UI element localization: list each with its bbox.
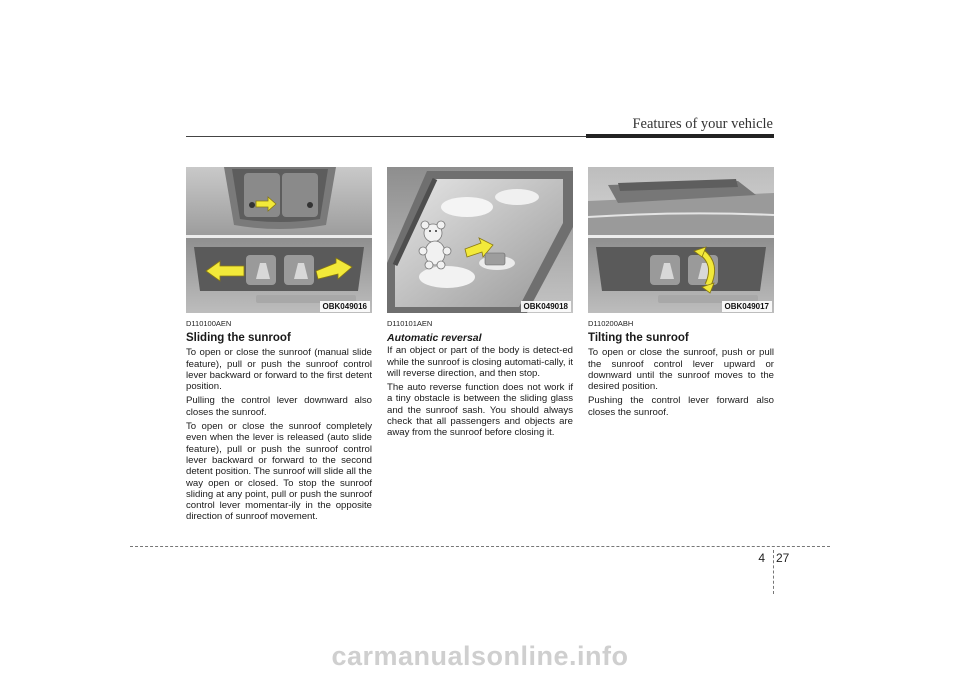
section-tilting-sunroof — [588, 318, 774, 421]
chapter-number: 4 — [758, 551, 765, 565]
paragraph: To open or close the sunroof (manual slide feature), pull or push the sunroof control lever backward or forward to the first detent position. — [186, 347, 372, 393]
paragraph: If an object or part of the body is detect-ed while the sunroof is closing automati-cally, it will reverse direction, and then stop. — [387, 345, 573, 379]
header-rule — [186, 136, 586, 137]
header-title: Features of your vehicle — [632, 116, 773, 132]
figure-automatic-reversal — [387, 167, 573, 313]
page-number: 27 — [776, 551, 790, 565]
figure-code: OBK049018 — [521, 301, 571, 312]
figure-code: OBK049016 — [320, 301, 370, 312]
watermark: carmanualsonline.info — [331, 641, 629, 671]
section-sliding-sunroof — [186, 318, 372, 526]
paragraph: To open or close the sunroof, push or pull the sunroof control lever upward or downward until the sunroof moves to the desired position. — [588, 347, 774, 393]
section-subheading: Automatic reversal — [387, 332, 482, 345]
doc-code: D110100AEN — [186, 319, 232, 328]
header-rule-thick — [586, 134, 774, 138]
page-divider — [773, 550, 774, 594]
section-heading: Sliding the sunroof — [186, 332, 291, 345]
doc-code: D110200ABH — [588, 319, 634, 328]
paragraph: Pulling the control lever downward also closes the sunroof. — [186, 395, 372, 418]
paragraph: The auto reverse function does not work if a tiny obstacle is between the sliding glass and the sunroof sash. You should always check that all passengers and objects are away from the sunroof before closing it. — [387, 382, 573, 439]
section-heading: Tilting the sunroof — [588, 332, 689, 345]
figure-code: OBK049017 — [722, 301, 772, 312]
figure-tilting-sunroof — [588, 167, 774, 313]
paragraph: To open or close the sunroof completely even when the lever is released (auto slide feature), pull or push the sunroof control lever backward or forward to the second detent position. The sunroof will slide all the way open or closed. To stop the sunroof sliding at any point, pull or push the sunroof control lever momentar-ily in the opposite direction of sunroof movement. — [186, 421, 372, 523]
section-automatic-reversal — [387, 318, 573, 442]
figure-sliding-sunroof — [186, 167, 372, 313]
paragraph: Pushing the control lever forward also closes the sunroof. — [588, 395, 774, 418]
footer-rule — [130, 546, 830, 547]
doc-code: D110101AEN — [387, 319, 433, 328]
